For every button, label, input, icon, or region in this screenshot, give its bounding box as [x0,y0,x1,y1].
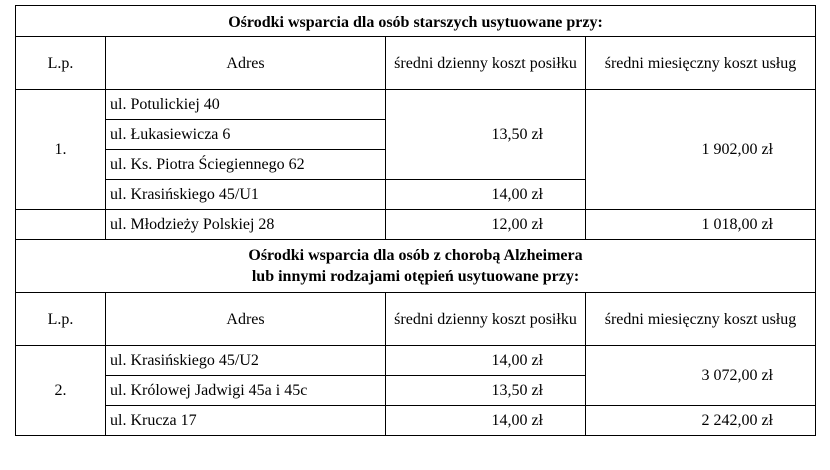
address-cell: ul. Potulickiej 40 [106,90,386,120]
address-cell: ul. Łukasiewicza 6 [106,120,386,150]
header-monthly-cost: średni miesięczny koszt usług [586,293,816,346]
section1-header-row [16,37,816,90]
header-daily-cost: średni dzienny koszt posiłku [386,37,586,90]
daily-cost-cell: 12,00 zł [386,210,586,240]
header-daily-cost: średni dzienny koszt posiłku [386,293,586,346]
daily-cost-cell: 14,00 zł [386,346,586,376]
daily-cost-cell: 14,00 zł [386,180,586,210]
address-cell: ul. Krasińskiego 45/U1 [106,180,386,210]
table-row [16,90,816,120]
table-row [16,346,816,376]
address-cell: ul. Młodzieży Polskiej 28 [106,210,386,240]
monthly-cost-cell: 2 242,00 zł [586,406,816,436]
address-cell: ul. Ks. Piotra Ściegiennego 62 [106,150,386,180]
daily-cost-cell: 13,50 zł [386,376,586,406]
table-row [16,406,816,436]
monthly-cost-cell: 1 018,00 zł [586,210,816,240]
section1-title: Ośrodki wsparcia dla osób starszych usytuowane przy: [16,6,816,37]
address-cell: ul. Krucza 17 [106,406,386,436]
header-address: Adres [106,37,386,90]
row-number: 1. [16,90,106,210]
address-cell: ul. Królowej Jadwigi 45a i 45c [106,376,386,406]
daily-cost-cell: 13,50 zł [386,90,586,180]
section2-header-row [16,293,816,346]
centers-table [15,5,816,436]
section2-title-row [16,240,816,293]
header-lp: L.p. [16,293,106,346]
monthly-cost-cell: 3 072,00 zł [586,346,816,406]
address-cell: ul. Krasińskiego 45/U2 [106,346,386,376]
daily-cost-cell: 14,00 zł [386,406,586,436]
header-lp: L.p. [16,37,106,90]
section1-title-row [16,6,816,37]
section2-title-line1: Ośrodki wsparcia dla osób z chorobą Alzheimera [248,247,583,264]
table-row [16,210,816,240]
row-number: 2. [16,346,106,436]
section2-title-line2: lub innymi rodzajami otępień usytuowane przy: [251,268,580,285]
header-address: Adres [106,293,386,346]
header-monthly-cost: średni miesięczny koszt usług [586,37,816,90]
section2-title [16,240,816,293]
monthly-cost-cell: 1 902,00 zł [586,90,816,210]
